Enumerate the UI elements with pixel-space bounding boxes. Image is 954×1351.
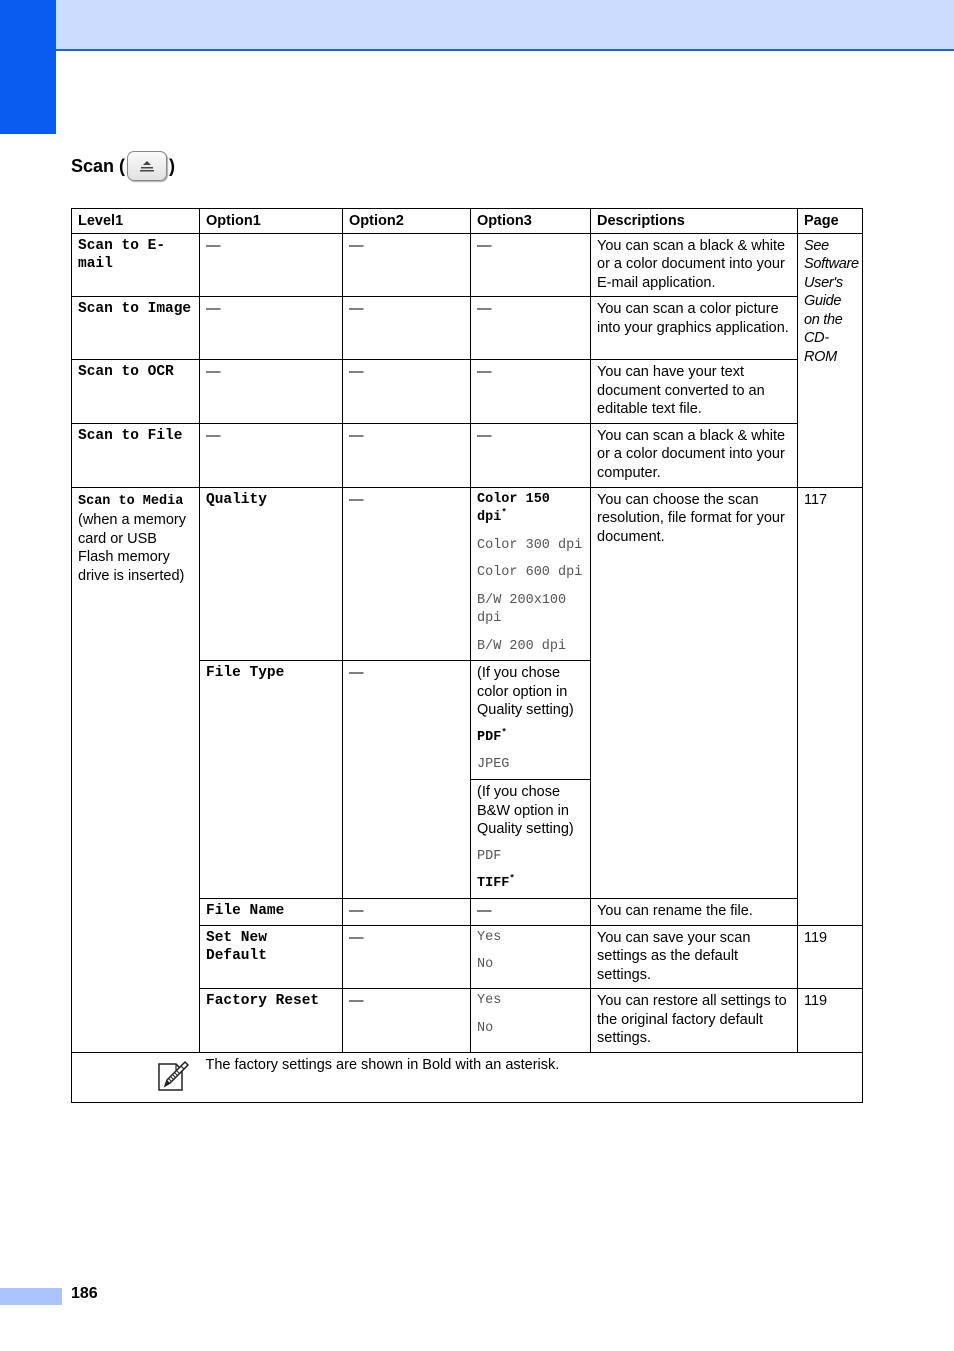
see-text: User's [804, 274, 843, 291]
option3-cell: — [471, 233, 591, 297]
description-cell: You can scan a color picture into your graphics application. [591, 297, 798, 360]
color-options-block [471, 661, 590, 780]
scan-key-icon [127, 151, 167, 181]
option-value: Color 300 dpi [477, 537, 583, 553]
bw-note: (If you chose B&W option in Quality setting) [477, 784, 574, 837]
heading-close: ) [169, 155, 176, 176]
option-value: Yes [477, 929, 502, 945]
note-icon-cell [72, 1053, 200, 1103]
see-text: Software [804, 256, 859, 272]
heading-title: Scan ( [71, 155, 126, 176]
option1-cell: — [200, 297, 343, 360]
settings-table [71, 208, 863, 1103]
page-cell: 119 [798, 989, 863, 1053]
option3-cell [471, 661, 591, 899]
see-text: CD-ROM [804, 330, 837, 365]
bw-options-block [471, 780, 590, 898]
option-value: JPEG [477, 757, 510, 772]
option2-cell: — [343, 360, 471, 424]
see-text: See [804, 237, 829, 254]
section-heading [71, 150, 175, 182]
footer-bar [0, 1288, 62, 1305]
table-row [72, 487, 863, 661]
option3-cell [471, 925, 591, 989]
header-option2: Option2 [343, 209, 471, 234]
note-text: The factory settings are shown in Bold with an asterisk. [200, 1053, 863, 1103]
option3-cell [471, 487, 591, 661]
level1-cell [72, 487, 200, 1053]
see-text: on the [804, 311, 843, 328]
level1-cell: Scan to File [72, 423, 200, 487]
option2-cell: — [343, 233, 471, 297]
option2-cell: — [343, 297, 471, 360]
see-text: Guide [804, 293, 842, 309]
header-option3: Option3 [471, 209, 591, 234]
header-band [0, 0, 954, 51]
description-cell: You can have your text document converted to an editable text file. [591, 360, 798, 424]
level1-cell: Scan to E-mail [72, 233, 200, 297]
option1-cell: — [200, 360, 343, 424]
option-value: PDF* [477, 727, 507, 745]
level1-cell: Scan to OCR [72, 360, 200, 424]
option2-cell: — [343, 661, 471, 899]
option1-cell: Quality [200, 487, 343, 661]
page-cell: 119 [798, 925, 863, 989]
note-row [72, 1053, 863, 1103]
option-value: B/W 200x100 dpi [477, 592, 567, 626]
option2-cell: — [343, 899, 471, 926]
level1-cell: Scan to Image [72, 297, 200, 360]
description-cell: You can restore all settings to the original factory default settings. [591, 989, 798, 1053]
option-value: No [477, 957, 494, 972]
option3-cell [471, 989, 591, 1053]
chapter-tab [0, 0, 56, 134]
option3-cell: — [471, 423, 591, 487]
description-cell: You can scan a black & white or a color document into your E-mail application. [591, 233, 798, 297]
option-value: B/W 200 dpi [477, 638, 567, 654]
page-cell: 117 [798, 487, 863, 925]
level1-label: Scan to Media [78, 493, 184, 509]
table-row [72, 233, 863, 297]
option-value: PDF [477, 848, 502, 864]
option2-cell: — [343, 423, 471, 487]
option1-cell: File Type [200, 661, 343, 899]
description-cell: You can save your scan settings as the default settings. [591, 925, 798, 989]
option3-cell: — [471, 899, 591, 926]
header-descriptions: Descriptions [591, 209, 798, 234]
option3-cell: — [471, 297, 591, 360]
page-reference-cell [798, 233, 863, 487]
header-option1: Option1 [200, 209, 343, 234]
option-value: Color 150 dpi* [477, 491, 550, 525]
table-row [72, 423, 863, 487]
option2-cell: — [343, 989, 471, 1053]
page-number: 186 [71, 1285, 98, 1302]
option-value: TIFF* [477, 873, 515, 891]
option1-cell: Set New Default [200, 925, 343, 989]
option1-cell: Factory Reset [200, 989, 343, 1053]
option2-cell: — [343, 925, 471, 989]
description-cell: You can rename the file. [591, 899, 798, 926]
color-note: (If you chose color option in Quality setting) [477, 665, 574, 718]
description-cell: You can scan a black & white or a color document into your computer. [591, 423, 798, 487]
description-cell: You can choose the scan resolution, file format for your document. [591, 487, 798, 899]
table-row [72, 360, 863, 424]
option1-cell: — [200, 423, 343, 487]
option1-cell: File Name [200, 899, 343, 926]
note-pencil-icon [156, 1058, 190, 1098]
header-row [72, 209, 863, 234]
option-value: Yes [477, 993, 502, 1008]
option-value: Color 600 dpi [477, 565, 583, 580]
table-row [72, 297, 863, 360]
option3-cell: — [471, 360, 591, 424]
option2-cell: — [343, 487, 471, 661]
option1-cell: — [200, 233, 343, 297]
option-value: No [477, 1020, 494, 1036]
header-level1: Level1 [72, 209, 200, 234]
level1-note: (when a memory card or USB Flash memory drive is inserted) [78, 512, 186, 584]
header-page: Page [798, 209, 863, 234]
